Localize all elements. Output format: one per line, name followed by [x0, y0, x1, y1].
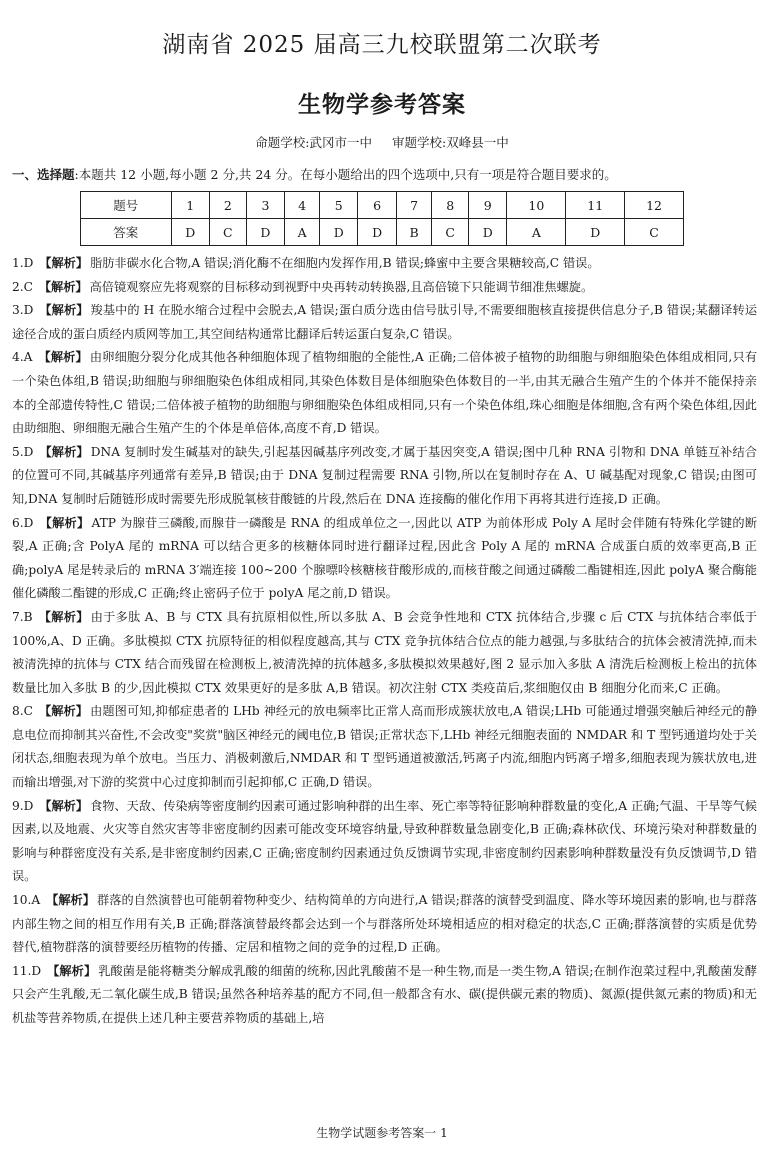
answer-cell: C — [432, 219, 469, 246]
item-text: ATP 为腺苷三磷酸,而腺苷一磷酸是 RNA 的组成单位之一,因此以 ATP 为前体形成 Poly A 尾时会伴随有特殊化学键的断裂,A 正确;含 PolyA 尾的 mRNA 可以结合更多的核糖体同时进行翻译过程,因此含 Poly A 尾的 mRNA 合成蛋白质的效率更高,B 正确;polyA 尾是转录后的 mRNA 3′端连接 100~200 个腺嘌呤核糖核苷酸形成的,而核苷酸之间通过磷酸二酯键相连,因此 polyA 聚合酶能催化磷酸二酯键的形成,C 正确;终止密码子位于 polyA 尾之前,D 错误。 — [12, 515, 758, 601]
explanations — [12, 252, 757, 1031]
reviewer-school: 审题学校:双峰县一中 — [391, 135, 509, 150]
question-number: 1 — [171, 192, 209, 219]
explanation-item — [12, 346, 757, 440]
item-number: 2.C — [12, 279, 33, 294]
answer-cell: D — [469, 219, 507, 246]
analysis-tag: 【解析】 — [38, 279, 88, 294]
item-text: 脂肪非碳水化合物,A 错误;消化酶不在细胞内发挥作用,B 错误;蜂蜜中主要含果糖较高,C 错误。 — [90, 256, 600, 270]
item-text: 乳酸菌是能将糖类分解成乳酸的细菌的统称,因此乳酸菌不是一种生物,而是一类生物,A 错误;在制作泡菜过程中,乳酸菌发酵只会产生乳酸,无二氧化碳生成,B 错误;虽然各种培养基的配方不同,但一般都含有水、碳(提供碳元素的物质)、氮源(提供氮元素的物质)和无机盐等营养物质,在提供上述几种主要营养物质的基础上,培 — [12, 963, 758, 1025]
item-number: 1.D — [12, 256, 34, 270]
setter-school: 命题学校:武冈市一中 — [255, 135, 372, 150]
row-header-answer: 答案 — [81, 219, 172, 246]
answer-table — [80, 191, 684, 246]
explanation-item — [12, 795, 757, 889]
answer-cell: A — [507, 219, 566, 246]
section-heading: 一、选择题 — [12, 167, 75, 182]
answer-cell: B — [396, 219, 431, 246]
page-footer: 生物学试题参考答案一 1 — [316, 1126, 448, 1140]
item-number: 6.D — [12, 515, 34, 530]
analysis-tag: 【解析】 — [38, 704, 89, 719]
item-number: 5.D — [12, 444, 34, 459]
explanation-item — [12, 700, 757, 794]
explanation-item — [12, 960, 757, 1031]
question-number: 7 — [396, 192, 431, 219]
answer-cell: D — [246, 219, 284, 246]
analysis-tag: 【解析】 — [39, 303, 89, 318]
question-number: 12 — [625, 192, 684, 219]
explanation-item — [12, 441, 757, 512]
question-number: 11 — [566, 192, 625, 219]
analysis-tag: 【解析】 — [38, 609, 89, 624]
item-text: 高倍镜观察应先将观察的目标移动到视野中央再转动转换器,且高倍镜下只能调节细准焦螺旋。 — [89, 279, 594, 294]
answer-cell: D — [358, 219, 396, 246]
answer-cell: A — [285, 219, 320, 246]
item-number: 10.A — [12, 893, 41, 908]
analysis-tag: 【解析】 — [39, 256, 89, 270]
item-number: 11.D — [12, 963, 42, 978]
item-text: 食物、天敌、传染病等密度制约因素可通过影响种群的出生率、死亡率等特征影响种群数量的变化,A 正确;气温、干旱等气候因素,以及地震、火灾等自然灾害等非密度制约因素可能改变环境容纳量,导致种群数量急剧变化,B 正确;森林砍伐、环境污染对种群数量的影响与种群密度没有关系,是非密度制约因素,C 正确;密度制约因素通过负反馈调节实现,非密度制约因素影响种群数量没有负反馈调节,D 错误。 — [12, 798, 758, 884]
page-subtitle: 生物学参考答案 — [298, 92, 466, 118]
explanation-item — [12, 299, 757, 346]
answer-table-answer-row — [81, 219, 684, 246]
answer-cell: C — [625, 219, 684, 246]
question-number: 8 — [432, 192, 469, 219]
analysis-tag: 【解析】 — [38, 350, 88, 365]
exam-title: 湖南省 2025 届高三九校联盟第二次联考 — [162, 32, 602, 58]
item-number: 7.B — [12, 609, 33, 624]
authoring-info — [0, 133, 764, 151]
answer-table-number-row — [81, 192, 684, 219]
analysis-tag: 【解析】 — [39, 798, 89, 813]
analysis-tag: 【解析】 — [46, 893, 95, 908]
explanation-item — [12, 252, 757, 276]
item-text: 群落的自然演替也可能朝着物种变少、结构简单的方向进行,A 错误;群落的演替受到温度、降水等环境因素的影响,也与群落内部生物之间的相互作用有关,B 正确;群落演替最终都会达到一个与群落所处环境相适应的相对稳定的状态,C 正确;群落演替的实质是优势替代,植物群落的演替要经历植物的传播、定居和植物之间的竞争的过程,D 正确。 — [12, 893, 758, 955]
item-number: 9.D — [12, 798, 34, 813]
row-header-number: 题号 — [81, 192, 172, 219]
question-number: 9 — [469, 192, 507, 219]
explanation-item — [12, 512, 757, 606]
explanation-item — [12, 276, 757, 300]
item-text: 由题图可知,抑郁症患者的 LHb 神经元的放电频率比正常人高而形成簇状放电,A 错误;LHb 可能通过增强突触后神经元的静息电位而抑制其兴奋性,不会改变"奖赏"脑区神经元的阈电位,B 错误;正常状态下,LHb 神经元细胞表面的 NMDAR 和 T 型钙通道均处于关闭状态,细胞表现为单个放电。当压力、消极刺激后,NMDAR 和 T 型钙通道被激活,钙离子内流,细胞内钙离子增多,细胞表现为簇状放电,进而输出增强,对下游的奖赏中心过度抑制而引起抑郁,C 正确,D 错误。 — [12, 704, 758, 790]
answer-cell: D — [171, 219, 209, 246]
answer-cell: D — [320, 219, 358, 246]
analysis-tag: 【解析】 — [39, 515, 90, 530]
question-number: 2 — [209, 192, 246, 219]
item-number: 3.D — [12, 303, 34, 318]
explanation-item — [12, 889, 757, 960]
section-instruction-text: :本题共 12 小题,每小题 2 分,共 24 分。在每小题给出的四个选项中,只有一项是符合题目要求的。 — [74, 167, 617, 182]
question-number: 3 — [246, 192, 284, 219]
analysis-tag: 【解析】 — [47, 963, 97, 978]
item-text: DNA 复制时发生碱基对的缺失,引起基因碱基序列改变,才属于基因突变,A 错误;图中几种 RNA 引物和 DNA 单链互补结合的位置可不同,其碱基序列通常有差异,B 错误;由于 DNA 复制过程需要 RNA 引物,所以在复制时存在 A、U 碱基配对现象,C 错误;由图可知,DNA 复制时后随链形成时需要先形成脱氧核苷酸链的片段,然后在 DNA 连接酶的催化作用下再将其进行连接,D 正确。 — [12, 444, 758, 506]
answer-cell: D — [566, 219, 625, 246]
explanation-item — [12, 606, 757, 700]
question-number: 6 — [358, 192, 396, 219]
question-number: 10 — [507, 192, 566, 219]
item-number: 8.C — [12, 704, 33, 719]
question-number: 5 — [320, 192, 358, 219]
section-instruction — [12, 165, 757, 185]
item-text: 由于多肽 A、B 与 CTX 具有抗原相似性,所以多肽 A、B 会竞争性地和 CTX 抗体结合,步骤 c 后 CTX 与抗体结合率低于 100%,A、D 正确。多肽模拟 CTX 抗原特征的相似程度越高,其与 CTX 竞争抗体结合位点的能力越强,与多肽结合的抗体会被清洗掉,而未被清洗掉的抗体与 CTX 结合而残留在检测板上,被清洗掉的抗体越多,多肽模拟效果越好,图 2 显示加入多肽 A 清洗后检测板上检出的抗体数量比加入多肽 B 的少,因此模拟 CTX 效果更好的是多肽 A,B 错误。初次注射 CTX 类疫苗后,浆细胞仅由 B 细胞分化而来,C 正确。 — [12, 609, 758, 695]
item-number: 4.A — [12, 350, 33, 365]
item-text: 由卵细胞分裂分化成其他各种细胞体现了植物细胞的全能性,A 正确;二倍体被子植物的助细胞与卵细胞染色体组成相同,只有一个染色体组,B 错误;助细胞与卵细胞染色体组成相同,其染色体数目是体细胞染色体数目的一半,由其无融合生殖产生的个体并不能保持亲本的全部遗传特性,C 错误;二倍体被子植物的助细胞与卵细胞染色体组成相同,只有一个染色体组,珠心细胞是体细胞,含有两个染色体组,因此由助细胞、卵细胞无融合生殖产生的个体是单倍体,高度不育,D 错误。 — [12, 350, 758, 436]
question-number: 4 — [285, 192, 320, 219]
answer-cell: C — [209, 219, 246, 246]
item-text: 羧基中的 H 在脱水缩合过程中会脱去,A 错误;蛋白质分选由信号肽引导,不需要细胞核直接提供信息分子,B 错误;某翻译转运途径合成的蛋白质经内质网等加工,其空间结构通常比翻译后转运蛋白复杂,C 错误。 — [12, 303, 758, 341]
analysis-tag: 【解析】 — [39, 444, 89, 459]
